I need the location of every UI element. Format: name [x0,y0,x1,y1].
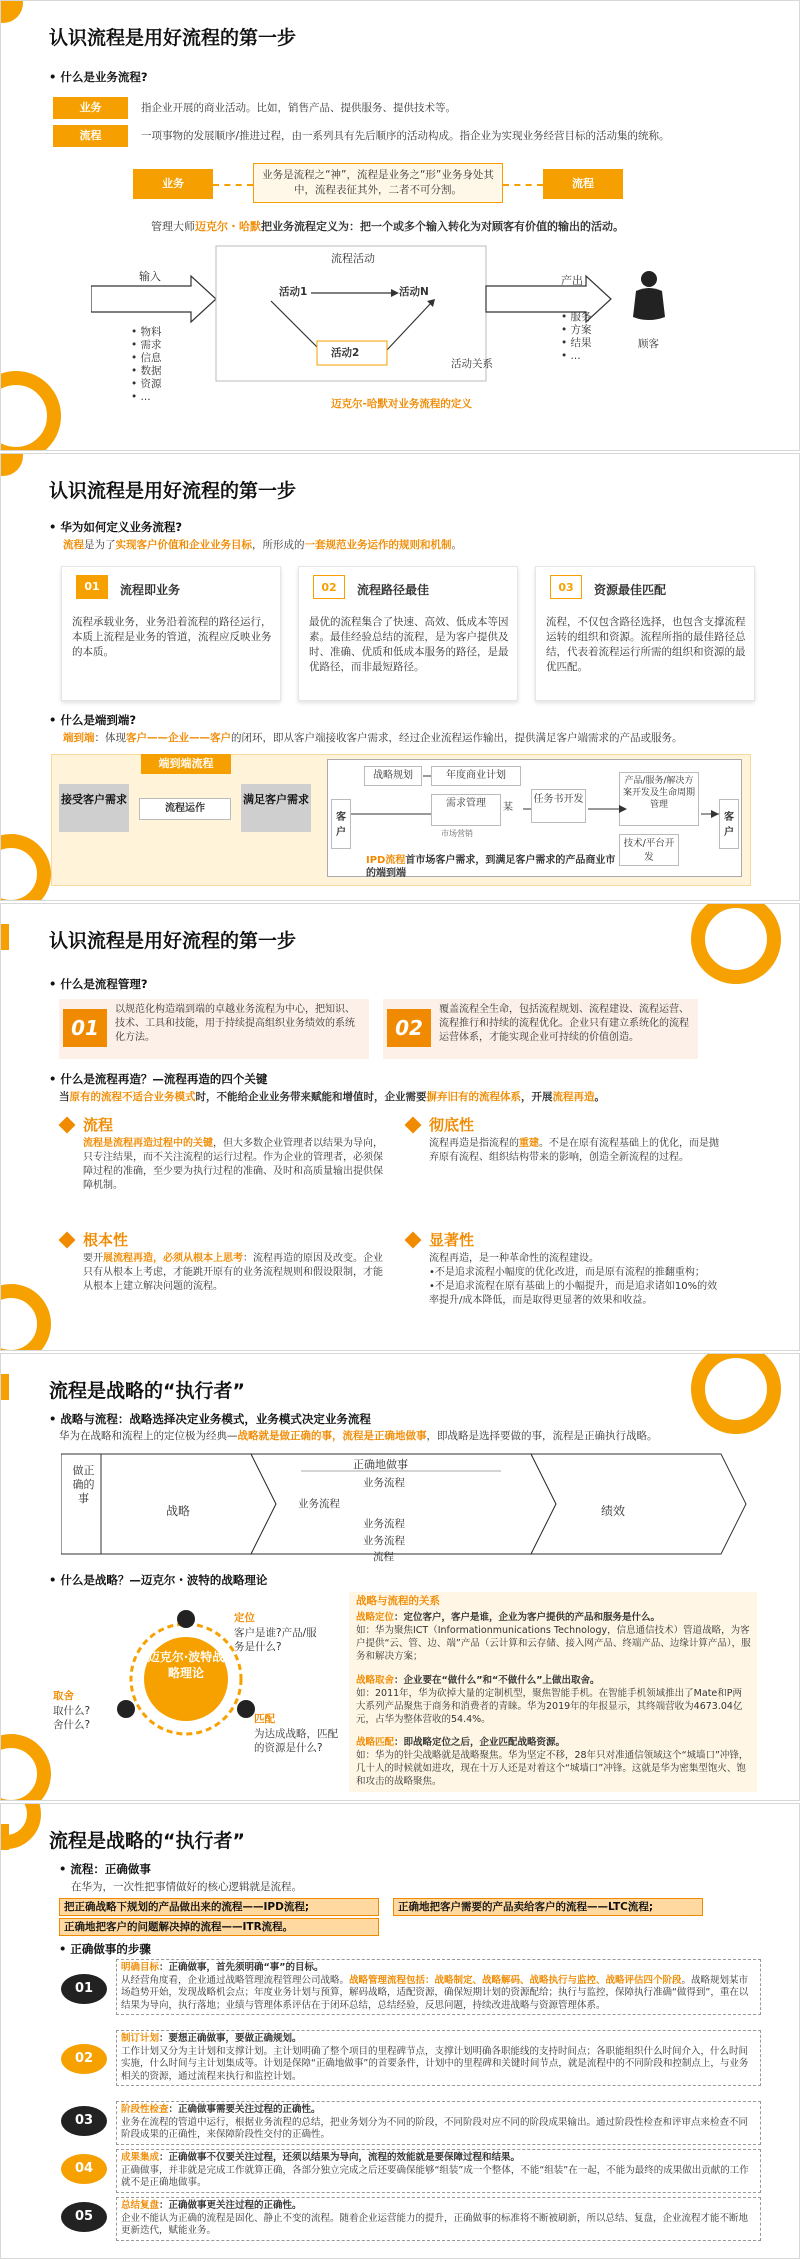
step-1: 明确目标：正确做事，首先须明确“事”的目标。 从经营角度看，企业通过战略管理流程管理公司战略。战略管理流程包括：战略制定、战略解码、战略执行与监控、战略评估四个阶段。战略规划某市场趋势开始，发现战略机会点；年度业务计划与预算，解码战略，适配资源，确保短期计划的资源配给；执行与监控，保障执行准确“做得到”，重在以结果为导向，执行落地；业绩与管理体系评估在于闭环总结，总结经验，反思问题，持续改进战略与资源管理体系。 [116,1959,761,2015]
card-number: 01 [63,1009,107,1047]
key-4-title: 显著性 [429,1231,475,1249]
step-number: 03 [61,2106,107,2136]
slide-title: 流程是战略的“执行者” [49,1830,245,1852]
step-number: 01 [61,1974,107,2004]
flow-item: 业务流程 [363,1518,405,1530]
flow-item: 业务流程 [363,1535,405,1547]
diagram-caption: 迈克尔-哈默对业务流程的定义 [331,398,472,410]
diamond-icon [59,1232,76,1249]
pos-dot [177,1610,195,1628]
question-heading: • 华为如何定义业务流程? [49,519,182,535]
input-item: • 数据 [131,365,162,377]
ipd-caption: IPD流程首市场客户需求，到满足客户需求的产品商业市的端到端 [366,855,616,879]
ring-decoration [0,1734,51,1801]
slide-1 [0,0,800,451]
ring-decoration [0,834,51,901]
chevron-performance: 绩效 [601,1504,626,1518]
flow-title: 流程活动 [331,252,375,265]
slide-title: 认识流程是用好流程的第一步 [49,27,297,49]
match-question: 为达成战略，匹配的资源是什么? [254,1728,338,1754]
hammer-quote [151,219,624,234]
management-card-2 [383,999,698,1059]
activity-2: 活动2 [331,347,360,359]
card-body: 以规范化构造端到端的卓越业务流程为中心，把知识、技术、工具和技能，用于持续提高组织业务绩效的系统化方法。 [115,1004,355,1043]
slide-4 [0,1353,800,1801]
question-heading: • 什么是业务流程? [49,69,148,85]
slide-title: 流程是战略的“执行者” [49,1380,245,1402]
card-1 [61,566,281,701]
input-item: • 需求 [131,339,162,351]
match-title: 匹配 [254,1713,275,1725]
corner-decoration [0,0,23,23]
customer-right: 客户 [719,799,739,849]
demand-management: 需求管理 [431,794,501,826]
card-2 [298,566,518,701]
input-item: • 信息 [131,352,162,364]
card-title: 流程路径最佳 [357,583,430,597]
receive-demand: 接受客户需求 [59,784,129,832]
customer-head-icon [641,271,657,287]
title-bar [1,1374,9,1400]
match-dot [237,1700,255,1718]
customer-body-icon [633,288,665,320]
output-label: 产出 [561,274,583,287]
card-number: 02 [313,575,345,599]
key-3-body: 要开展流程再造，必须从根本上思考：流程再造的原因及改变。企业只有从根本上考虑，才能跳开原有的业务流程规则和假设限制，才能从根本上建立解决问题的流程。 [83,1253,383,1292]
quote-name: 迈克尔・哈默 [195,220,261,233]
step-3: 阶段性检查：正确做事需要关注过程的正确性。 业务在流程的管道中运行，根据业务流程的总结，把业务划分为不同的阶段，不同阶段对应不同的阶段成果输出。通过阶段性检查和评审点来检查不同阶段成果的正确性，来保障阶段性交付的正确性。 [116,2101,761,2145]
process-diagram [91,241,711,421]
output-item: • 结果 [561,337,592,349]
slide-3 [0,903,800,1351]
process-operation: 流程运作 [139,798,231,820]
customer-left: 客户 [331,799,351,849]
ring-decoration [691,903,781,984]
tech-dev: 技术/平台开发 [619,834,679,866]
activity-n: 活动N [399,286,429,298]
porter-center: 迈克尔·波特战略理论 [147,1650,225,1680]
relation-3: 战略匹配：即战略定位之后，企业匹配战略资源。 如：华为的针尖战略就是战略聚焦。华为坚定不移，28年只对准通信领域这个“城墙口”冲锋，几十人的时候就如进攻，现在十万人还是对着这个“城墙口”冲锋。这就是华为密集型饱火、饱和攻击的战略聚焦。 [356,1737,749,1787]
bar-middle: 业务是流程之“神”，流程是业务之“形”业务身处其中，流程表征其外，二者不可分割。 [253,163,503,203]
ring-decoration [0,371,61,451]
step-number: 04 [61,2154,107,2184]
question-heading: • 什么是战略？—迈克尔・波特的战略理论 [49,1572,267,1588]
relation-1: 战略定位：定位客户，客户是谁，企业为客户提供的产品和服务是什么。 如：华为聚焦ICT（Informationmunications Technology，信息通信技术）管道战略，为客户提供“云、管、边、端”产品（云计算和云存储、接入网产品、终端产品、边缘计算产品），服务和解决方案； [356,1612,751,1662]
question-heading: • 正确做事的步骤 [59,1941,151,1957]
ring-decoration [0,1803,41,1849]
side-label: 做正确的事 [72,1464,95,1505]
diamond-icon [405,1117,422,1134]
card-body: 覆盖流程全生命，包括流程规划、流程建设、流程运营、流程推行和持续的流程优化。企业只有建立系统化的流程运营体系，才能实现企业可持续的价值创造。 [439,1004,689,1043]
card-number: 03 [550,575,582,599]
step-2: 制订计划：要想正确做事，要做正确规划。 工作计划又分为主计划和支撑计划。主计划明确了整个项目的里程碑节点，支撑计划明确各职能线的支持时间点；各职能组织什么时间介入，什么时间实施，什么时间与主计划集成等。计划是保障“正确地做事”的首要条件，计划中的里程碑和关键时间节点，就是流程中的不同阶段和控制点上，与业务相关的资源，通过流程来执行和监控计划。 [116,2030,761,2086]
output-arrow [486,276,611,322]
dash-connector [503,184,543,186]
customer-label: 顾客 [638,338,659,350]
itr-bar: 正确地把客户的问题解决掉的流程——ITR流程。 [59,1918,379,1936]
key-1-title: 流程 [83,1116,114,1134]
input-label: 输入 [139,270,161,283]
key-4-body: 流程再造，是一种革命性的流程建设。 •不是追求流程小幅度的优化改进，而是原有流程的推翻重构； •不是追求流程在原有基础上的小幅提升，而是追求诸如10%的效率提升/成本降低，而是取得更显著的效果和收益。 [429,1253,718,1306]
process-definition: 一项事物的发展顺序/推进过程，由一系列具有先后顺序的活动构成。指企业为实现业务经营目标的活动集的统称。 [141,130,670,142]
diamond-icon [405,1232,422,1249]
output-list [561,311,592,363]
task-dev: 任务书开发 [531,789,586,823]
question-heading: • 什么是流程管理? [49,976,148,992]
card-body: 流程承载业务，业务沿着流程的路径运行，本质上流程是业务的管道，流程应反映业务的本质。 [72,616,272,658]
relation-2: 战略取舍：企业要在“做什么”和“不做什么”上做出取舍。 如：2011年，华为砍掉大量的定制机型，聚焦智能手机。在智能手机领域推出了Mate和P两大系列产品聚焦于商务和消费者的青睐。华为2019年的年报显示，其终端营收为4673.04亿元，占华为整体营收的54.4%。 [356,1675,743,1725]
input-list [131,326,162,404]
output-item: • ... [561,350,581,362]
activity-relation: 活动关系 [451,358,493,370]
question-heading: • 什么是流程再造？—流程再造的四个关键 [49,1071,267,1087]
question-heading: • 战略与流程：战略选择决定业务模式，业务模式决定业务流程 [49,1411,371,1427]
card-number: 01 [76,575,108,599]
annual-plan: 年度商业计划 [431,766,521,786]
input-item: • 物料 [131,326,162,338]
dash-connector [213,184,253,186]
ltc-bar: 正确地把客户需要的产品卖给客户的流程——LTC流程; [393,1898,703,1916]
card-body: 流程，不仅包含路径选择，也包含支撑流程运转的组织和资源。流程所指的最佳路径总结，代表着流程运行所需的组织和资源的最优匹配。 [546,616,746,673]
reengineering-intro: 当原有的流程不适合业务模式时，不能给企业业务带来赋能和增值时，企业需要摒弃旧有的流程体系，开展流程再造。 [59,1091,605,1103]
market-sub: 市场营销 [441,829,473,838]
process-tag: 流程 [53,125,128,147]
performance-chevron [531,1454,746,1554]
bar-business: 业务 [133,169,213,199]
e2e-definition: 端到端：体现客户——企业——客户的闭环，即从客户端接收客户需求，经过企业流程运作输出，提供满足客户端需求的产品或服务。 [63,732,683,744]
business-definition: 指企业开展的商业活动。比如，销售产品、提供服务、提供技术等。 [141,102,456,114]
management-card-1 [59,999,369,1059]
key-3-title: 根本性 [83,1231,129,1249]
ipd-bar: 把正确战略下规划的产品做出来的流程——IPD流程; [59,1898,379,1916]
output-item: • 服务 [561,311,592,323]
card-number: 02 [387,1009,431,1047]
bar-process: 流程 [543,169,623,199]
e2e-tag: 端到端流程 [141,754,231,774]
corner-decoration [0,453,23,476]
strategy-planning: 战略规划 [364,766,422,786]
trade-title: 取舍 [53,1690,74,1702]
card-body: 最优的流程集合了快速、高效、低成本等因素。最佳经验总结的流程，是为客户提供及时、准确、优质和低成本服务的路径，是最优路径，而非最短路径。 [309,616,509,673]
output-item: • 方案 [561,324,592,336]
step-4: 成果集成：正确做事不仅要关注过程，还须以结果为导向，流程的效能就是要保障过程和结果。 正确做事，并非就是完成工作就算正确，各部分独立完成之后还要确保能够“组装”成一个整体，不能“组装”在一起，不能为最终的成果做出贡献的工作就不是正确地做事。 [116,2149,761,2193]
card-title: 资源最佳匹配 [594,583,667,597]
trade-dot [117,1700,135,1718]
slide-title: 认识流程是用好流程的第一步 [49,930,297,952]
step-number: 05 [61,2202,107,2232]
diamond-icon [59,1117,76,1134]
business-tag: 业务 [53,97,128,119]
pos-question: 客户是谁?产品/服务是什么? [234,1627,317,1653]
slide-2 [0,453,800,901]
quote-prefix: 管理大师 [151,220,195,233]
flow-item: 业务流程 [298,1498,340,1510]
ring-decoration [0,1284,51,1351]
satisfy-demand: 满足客户需求 [241,784,311,832]
ring-decoration [691,1353,781,1434]
trade-question: 取什么?舍什么? [53,1705,91,1731]
key-1-body: 流程是流程再造过程中的关键，但大多数企业管理者以结果为导向，只专注结果，而不关注流程的运行过程。作为企业的管理者，必须保障过程的准确，至少要为执行过程的准确、及时和高质量输出提供保障机制。 [83,1138,383,1191]
process-line: 在华为，一次性把事情做好的核心逻辑就是流程。 [71,1881,302,1893]
slide-title: 认识流程是用好流程的第一步 [49,480,297,502]
huawei-definition: 流程是为了实现客户价值和企业业务目标，所形成的一套规范业务运作的规则和机制。 [63,539,462,551]
question-heading: • 流程：正确做事 [59,1861,151,1877]
key-2-body: 流程再造是指流程的重建。不是在原有流程基础上的优化，而是抛弃原有流程、组织结构带来的影响，创造全新流程的过程。 [429,1138,719,1163]
title-bar [1,924,9,950]
card-title: 流程即业务 [120,583,181,597]
question-heading: • 什么是端到端? [49,712,136,728]
card-3 [535,566,755,701]
slide-5 [0,1803,800,2259]
ipd-arrows [351,774,721,854]
pos-title: 定位 [234,1612,255,1624]
activity-1: 活动1 [279,286,308,298]
relation-title: 战略与流程的关系 [356,1595,440,1607]
product-dev: 产品/服务/解决方案开发及生命周期管理 [619,772,699,826]
chevron-strategy: 战略 [166,1504,191,1518]
strategy-process-line: 华为在战略和流程上的定位极为经典—战略就是做正确的事，流程是正确地做事，即战略是选择要做的事，流程是正确执行战略。 [59,1430,658,1442]
market-label: 某 [503,802,513,813]
step-5: 总结复盘：正确做事更关注过程的正确性。 企业不能认为正确的流程是固化、静止不变的流程。随着企业运营能力的提升，正确做事的标准将不断被刷新，所以总结、复盘，企业流程才能不断地更新迭代，赋能业务。 [116,2197,761,2241]
flow-item: 业务流程 [363,1477,405,1489]
key-2-title: 彻底性 [429,1116,475,1134]
quote-body: 把业务流程定义为：把一个或多个输入转化为对顾客有价值的输出的活动。 [261,220,624,233]
input-item: • 资源 [131,378,162,390]
step-number: 02 [61,2044,107,2074]
flow-item: 流程 [373,1551,394,1563]
input-item: • ... [131,391,151,403]
chevron-top-label: 正确地做事 [353,1458,408,1471]
